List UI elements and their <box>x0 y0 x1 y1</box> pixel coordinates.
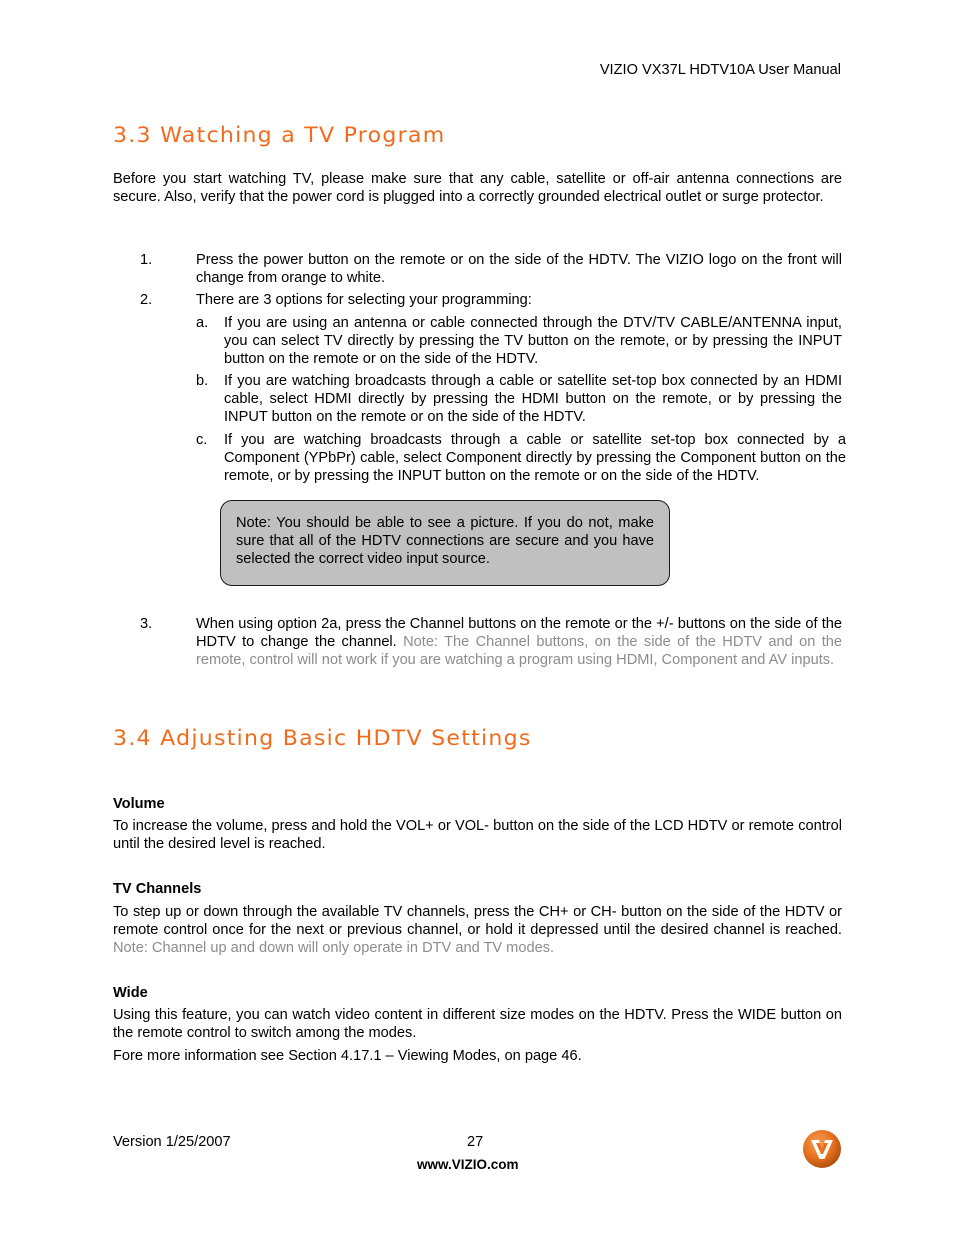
step-3-number: 3. <box>140 616 153 632</box>
note-box: Note: You should be able to see a picture. If you do not, make sure that all of the HDTV connections are secure and you have selected the correct video input source. <box>220 500 670 586</box>
wide-title: Wide <box>113 985 148 1001</box>
channels-note: Note: Channel up and down will only operate in DTV and TV modes. <box>113 940 555 956</box>
footer-website: www.VIZIO.com <box>417 1157 519 1172</box>
channels-text <box>113 903 842 957</box>
option-b-text: If you are watching broadcasts through a cable or satellite set-top box connected by an HDMI cable, select HDMI directly by pressing the HDMI button on the remote, or by pressing the INPUT button on the remote or on the side of the HDTV. <box>224 373 842 425</box>
option-c-text: If you are watching broadcasts through a cable or satellite set-top box connected by a Component (YPbPr) cable, select Component directly by pressing the Component button on the remote, or by pressing the INPUT button on the remote or on the side of the HDTV. <box>224 432 846 484</box>
option-a-letter: a. <box>196 315 209 331</box>
wide-text: Using this feature, you can watch video content in different size modes on the HDTV. Press the WIDE button on the remote control to switch among the modes. <box>113 1007 842 1041</box>
channels-body: To step up or down through the available TV channels, press the CH+ or CH- button on the side of the HDTV or remote control once for the next or previous channel, or hold it depressed until the desired channel is reached. <box>113 904 842 938</box>
step-3-body: When using option 2a, press the Channel buttons on the remote or the +/- buttons on the side of the HDTV to change the channel. <box>196 616 842 650</box>
step-1-number: 1. <box>140 252 153 268</box>
step-2-text: There are 3 options for selecting your programming: <box>196 292 532 308</box>
option-b-letter: b. <box>196 373 209 389</box>
step-2-number: 2. <box>140 292 153 308</box>
volume-text: To increase the volume, press and hold the VOL+ or VOL- button on the side of the LCD HDTV or remote control until the desired level is reached. <box>113 818 842 852</box>
step-1-text: Press the power button on the remote or on the side of the HDTV. The VIZIO logo on the front will change from orange to white. <box>196 252 842 286</box>
section-heading-3-4: 3.4 Adjusting Basic HDTV Settings <box>113 726 532 750</box>
footer-version: Version 1/25/2007 <box>113 1134 231 1150</box>
option-c-letter: c. <box>196 432 208 448</box>
wide-more-info: Fore more information see Section 4.17.1 – Viewing Modes, on page 46. <box>113 1048 582 1064</box>
step-3-text <box>196 615 842 669</box>
intro-paragraph: Before you start watching TV, please make sure that any cable, satellite or off-air antenna connections are secure. Also, verify that the power cord is plugged into a correctly grounded electrical outlet or surge protector. <box>113 171 842 205</box>
footer-page-number: 27 <box>467 1134 484 1150</box>
option-a-text: If you are using an antenna or cable connected through the DTV/TV CABLE/ANTENNA input, you can select TV directly by pressing the TV button on the remote, or by pressing the INPUT button on the remote or on the side of the HDTV. <box>224 315 842 367</box>
volume-title: Volume <box>113 796 165 812</box>
page-header: VIZIO VX37L HDTV10A User Manual <box>599 62 841 78</box>
channels-title: TV Channels <box>113 881 202 897</box>
section-heading-3-3: 3.3 Watching a TV Program <box>113 123 446 147</box>
vizio-v-logo-icon <box>802 1129 842 1169</box>
step-3-note: Note: The Channel buttons, on the side of the HDTV and on the remote, control will not work if you are watching a program using HDMI, Component and AV inputs. <box>196 634 842 668</box>
